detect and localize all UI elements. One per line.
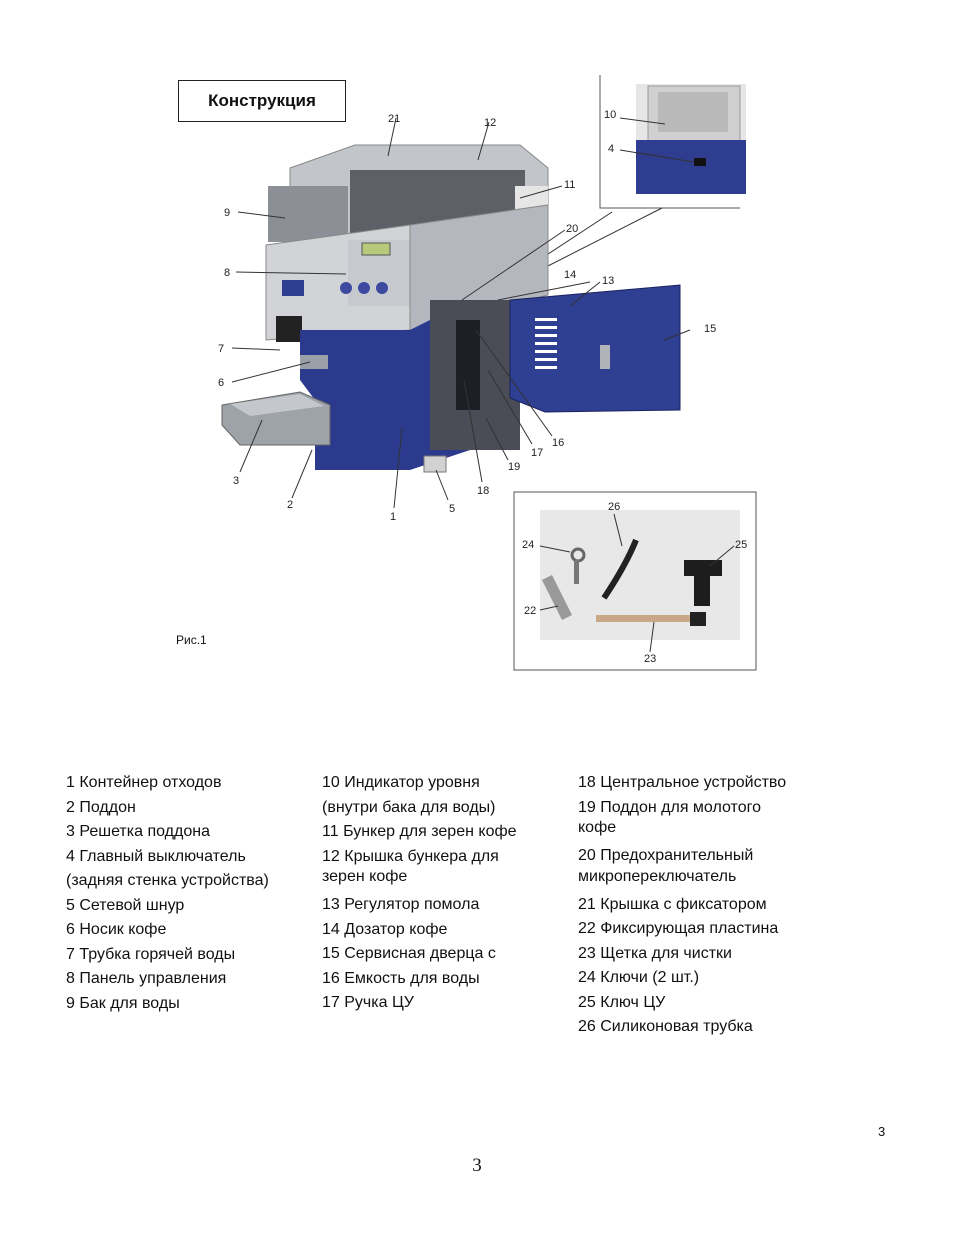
- legend-item: 26 Силиконовая трубка: [578, 1018, 753, 1035]
- legend-item: 2 Поддон: [66, 798, 136, 816]
- legend-item-continuation: (внутри бака для воды): [322, 798, 496, 816]
- legend-column-3: [578, 771, 818, 1040]
- machine-body: [222, 145, 680, 472]
- legend-item: 19 Поддон для молотого: [578, 798, 761, 816]
- legend-item: 20 Предохранительный: [578, 847, 754, 864]
- legend-item-continuation: кофе: [578, 819, 617, 836]
- legend-column-1: [66, 771, 306, 1016]
- legend-item: 25 Ключ ЦУ: [578, 993, 666, 1011]
- legend-item: 5 Сетевой шнур: [66, 896, 185, 914]
- callout-22: 22: [524, 605, 537, 617]
- legend-item: 13 Регулятор помола: [322, 896, 480, 913]
- legend-item-continuation: микропереключатель: [578, 867, 737, 885]
- callout-4: 4: [608, 143, 615, 155]
- callout-24: 24: [522, 539, 535, 551]
- callout-13: 13: [602, 275, 615, 287]
- legend-item: 7 Трубка горячей воды: [66, 945, 236, 963]
- legend-item: 12 Крышка бункера для: [322, 847, 499, 865]
- section-heading: Конструкция: [178, 80, 346, 122]
- legend-item: 22 Фиксирующая пластина: [578, 920, 779, 937]
- legend-item: 8 Панель управления: [66, 970, 227, 987]
- callout-26: 26: [608, 501, 621, 513]
- legend-item-continuation: зерен кофе: [322, 868, 408, 885]
- page-number-large: 3: [472, 1155, 482, 1176]
- callout-12: 12: [484, 117, 497, 129]
- callout-14: 14: [564, 269, 577, 281]
- figure-caption: Рис.1: [176, 633, 207, 647]
- callout-9: 9: [224, 207, 231, 219]
- callout-21: 21: [388, 113, 401, 125]
- legend-item: 15 Сервисная дверца с: [322, 945, 496, 962]
- legend-item: 21 Крышка с фиксатором: [578, 895, 767, 913]
- legend-item: 6 Носик кофе: [66, 921, 167, 938]
- legend-item: 18 Центральное устройство: [578, 774, 787, 791]
- inset-main-switch: [536, 75, 746, 270]
- callout-18: 18: [477, 485, 490, 497]
- callout-3: 3: [233, 475, 240, 487]
- legend-item: 10 Индикатор уровня: [322, 774, 480, 791]
- callout-17: 17: [531, 447, 544, 459]
- legend-item: 16 Емкость для воды: [322, 969, 480, 987]
- legend-item: 14 Дозатор кофе: [322, 920, 448, 938]
- callout-10: 10: [604, 109, 617, 121]
- callout-15: 15: [704, 323, 717, 335]
- callout-2: 2: [287, 499, 294, 511]
- accessories-inset: [514, 492, 756, 670]
- callout-8: 8: [224, 267, 231, 279]
- callout-5: 5: [449, 503, 456, 515]
- callout-25: 25: [735, 539, 748, 551]
- legend-item: 24 Ключи (2 шт.): [578, 969, 700, 986]
- callout-7: 7: [218, 343, 225, 355]
- legend-item: 1 Контейнер отходов: [66, 774, 222, 791]
- callout-19: 19: [508, 461, 521, 473]
- legend-column-2: [322, 771, 562, 1016]
- legend-item: 9 Бак для воды: [66, 994, 180, 1012]
- callout-23: 23: [644, 653, 657, 665]
- callout-1: 1: [390, 511, 397, 523]
- callout-11: 11: [564, 179, 576, 191]
- callout-6: 6: [218, 377, 225, 389]
- legend-item-continuation: (задняя стенка устройства): [66, 872, 269, 889]
- legend-item: 11 Бункер для зерен кофе: [322, 823, 517, 840]
- legend-item: 3 Решетка поддона: [66, 823, 210, 840]
- page-number-small: 3: [878, 1124, 886, 1139]
- callout-16: 16: [552, 437, 565, 449]
- legend-item: 4 Главный выключатель: [66, 847, 246, 865]
- callout-20: 20: [566, 223, 579, 235]
- legend-item: 17 Ручка ЦУ: [322, 994, 414, 1011]
- legend-item: 23 Щетка для чистки: [578, 944, 732, 962]
